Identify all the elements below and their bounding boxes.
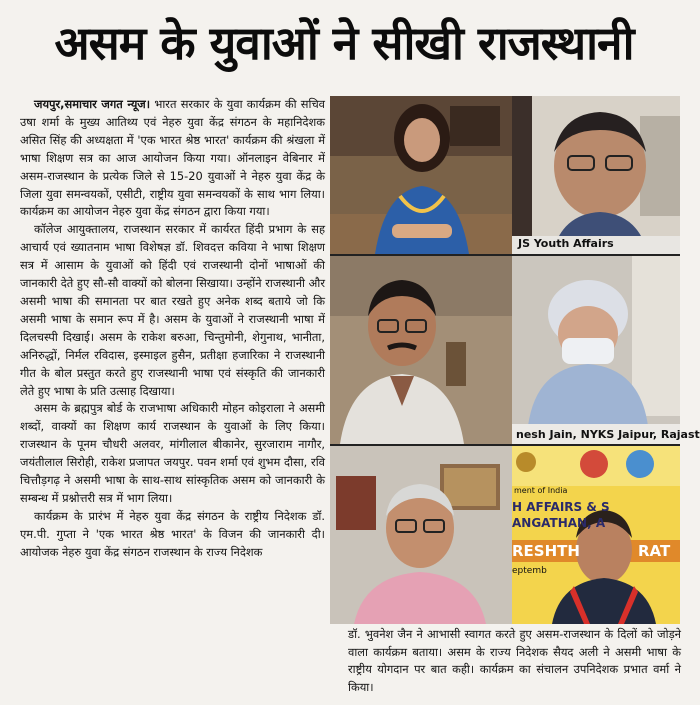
- photo-participant-6: [512, 446, 680, 624]
- photo-participant-5: [330, 446, 512, 624]
- photo-participant-1: [330, 96, 512, 254]
- photo-participant-4: [512, 256, 700, 444]
- participant-4-illustration: [512, 256, 680, 444]
- article-continuation: [348, 626, 681, 702]
- article-paragraph-1: [20, 96, 325, 221]
- banner-line-1: ment of India: [514, 486, 568, 495]
- photo-participant-3: [330, 256, 512, 444]
- banner-line-6: eptemb: [512, 566, 547, 576]
- article-paragraph-4: कार्यक्रम के प्रारंभ में नेहरु युवा केंद्र संगठन के राष्ट्रीय निदेशक डॉ. एम.पी. गुप्ता ने 'एक भारत श्रेष्ठ भारत' के विजन की जानकारी दी। आयोजक नेहरु युवा केंद्र संगठन राजस्थान के राज्य निदेशक: [20, 508, 325, 559]
- banner-line-5: RAT: [638, 542, 671, 560]
- article-paragraph-2: कॉलेज आयुक्तालय, राजस्थान सरकार में कार्यरत हिंदी प्रभाग के सह आचार्य एवं ख्यातनाम भाषा विशेषज्ञ डॉ. शिवदत्त कविया ने भाषा शिक्षण सत्र में आसाम के युवाओं को हिंदी एवं राजस्थानी दोनों भाषाओं की जानकारी देते हुए सौ-सौ वाक्यों को बोलना सिखाया। उन्होंने राजस्थानी और असमी भाषा की समानता पर बात रखते हुए अनेक शब्द बताये जो कि असमी भाषा के समान रूप में है। असम के युवाओं ने राजस्थानी भाषा में दिलचस्पी दिखाई। असम के राकेश बरुआ, चिन्तुमोनी, शेगुनाथ, भानीता, अनिरुद्धों, निर्मल रविदास, इस्माइल हुसैन, प्रतीक्षा हजारिका ने राजस्थानी गीत के बोल प्रस्तुत करते हुए राजस्थानी भाषा एवं संस्कृति की जानकारी लेते हुए भाषा के प्रति उत्साह दिखाया।: [20, 222, 325, 398]
- participant-2-illustration: [512, 96, 680, 254]
- banner-line-3: ANGATHAN, A: [512, 516, 606, 530]
- headline: असम के युवाओं ने सीखी राजस्थानी: [54, 16, 634, 70]
- participant-1-illustration: [330, 96, 512, 254]
- photo-participant-2: [512, 96, 680, 254]
- participant-6-illustration: [512, 446, 680, 624]
- article-column: [20, 96, 325, 700]
- banner-line-2: H AFFAIRS & S: [512, 500, 610, 514]
- article-paragraph-3: असम के ब्रह्मपुत्र बोर्ड के राजभाषा अधिकारी मोहन कोइराला ने असमी शब्दों, वाक्यों का शिक्षण कार्य राजस्थान के युवाओं के लिए किया। राजस्थान के पूनम चौधरी अलवर, मांगीलाल बीकानेर, सुरजाराम नागौर, जयंतीलाल सिरोही, राकेश प्रजापत जयपुर. पवन शर्मा एवं शुभम दौसा, रवि चित्तौड़गढ़ ने असमी भाषा के साथ-साथ सांस्कृतिक असम को जानकारी के सम्बन्ध में प्रश्नोत्तरी सत्र में भाग लिया।: [20, 401, 325, 505]
- participant-5-illustration: [330, 446, 512, 624]
- dateline: जयपुर,समाचार जगत न्यूज।: [34, 97, 151, 111]
- caption-mid-right: nesh Jain, NYKS Jaipur, Rajast: [516, 428, 700, 441]
- continuation-text: डॉ. भुवनेश जैन ने आभासी स्वागत करते हुए असम-राजस्थान के दिलों को जोड़ने वाला कार्यक्रम बताया। असम के राज्य निदेशक सैयद अली ने असमी भाषा के राष्ट्रीय योगदान पर बात कही। कार्यक्रम का संचालन उपनिदेशक प्रभात वर्मा ने किया।: [348, 627, 681, 694]
- caption-top-right: JS Youth Affairs: [518, 237, 614, 250]
- paragraph-1-text: भारत सरकार के युवा कार्यक्रम की सचिव उषा शर्मा के मुख्य आतिथ्य एवं नेहरु युवा केंद्र संगठन के महानिदेशक असित सिंह की अध्यक्षता में 'एक भारत श्रेष्ठ भारत' कार्यक्रम की श्रंखला में भाषा शिक्षण सत्र का आज आयोजन किया गया। ऑनलाइन वेबिनार में असम-राजस्थान के प्रत्येक जिले से 15-20 युवाओं ने नेहरु युवा केंद्र के जिला युवा समन्वयकों, एसीटी, राष्ट्रीय युवा समन्वयकों के साथ भाग लिया। कार्यक्रम का आयोजन नेहरु युवा केंद्र संगठन द्वारा किया गया।: [20, 97, 326, 219]
- video-call-collage: [330, 96, 700, 624]
- participant-3-illustration: [330, 256, 512, 444]
- banner-line-4: RESHTH: [512, 542, 580, 560]
